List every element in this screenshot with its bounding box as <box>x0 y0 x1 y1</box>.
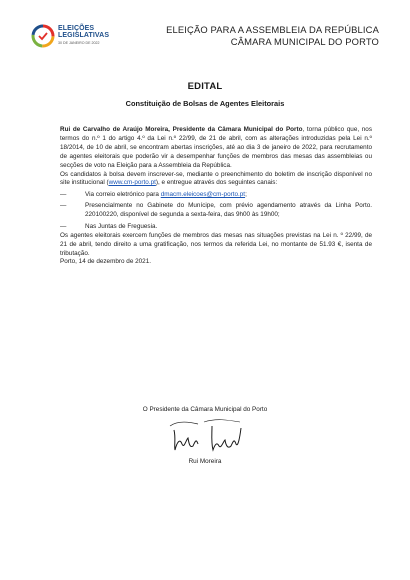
channel-text: Presencialmente no Gabinete do Munícipe, com prévio agendamento através da Linha Porto. 220100220, disponível de segunda a sexta-feira, das 9h00 às 19h00; <box>85 202 372 219</box>
president-name: Rui de Carvalho de Araújo Moreira, Presidente da Câmara Municipal do Porto <box>60 126 303 133</box>
document-subtitle: Constituição de Bolsas de Agentes Eleitorais <box>125 99 285 108</box>
list-item <box>60 202 372 220</box>
email-link[interactable]: dmacm.eleicoes@cm-porto.pt <box>160 190 246 198</box>
channel-text: Nas Juntas de Freguesia. <box>85 222 158 230</box>
list-dash: — <box>60 202 67 210</box>
logo-line-2: LEGISLATIVAS <box>58 32 110 39</box>
application-text-a: Os candidatos à bolsa devem inscrever-se, mediante o preenchimento do boletim de inscrição disponível no site institucional ( <box>60 170 372 187</box>
signatory-role: O Presidente da Câmara Municipal do Porto <box>142 406 268 413</box>
list-item <box>60 223 372 232</box>
application-paragraph <box>60 171 372 189</box>
list-item <box>60 191 372 200</box>
document-title: EDITAL <box>187 81 223 92</box>
website-link[interactable]: www.cm-porto.pt <box>108 179 156 187</box>
intro-text: , torna público que, nos termos do n.º 1 do artigo 4.º da Lei n.º 22/99, de 21 de abril, com as alterações introduzidas pela Lei n.º 18/2014, de 10 de abril, se encontram abertas inscrições, até ao dia 3 de janeiro de 2022, para recrutamento de agentes eleitorais que poderão vir a desempenhar funções de membros das mesas das assembleias ou secções de voto na Eleição para a Assembleia da República. <box>60 126 373 169</box>
document-date: Porto, 14 de dezembro de 2021. <box>60 258 151 266</box>
signatory-name: Rui Moreira <box>188 458 222 465</box>
application-text-b: ), e entregue através dos seguintes canais: <box>155 179 278 187</box>
handwritten-signature <box>168 416 246 456</box>
list-dash: — <box>60 222 67 230</box>
header-municipality: CÂMARA MUNICIPAL DO PORTO <box>230 36 379 47</box>
logo-line-3: 30 DE JANEIRO DE 2022 <box>58 41 100 45</box>
document-body <box>60 126 372 267</box>
list-dash: — <box>60 190 67 198</box>
header-election-title: ELEIÇÃO PARA A ASSEMBLEIA DA REPÚBLICA <box>166 24 379 35</box>
channels-list <box>60 191 372 232</box>
elections-logo <box>31 24 131 50</box>
logo-line-1: ELEIÇÕES <box>58 25 95 32</box>
intro-paragraph <box>60 126 372 171</box>
channel-text-end: ; <box>245 190 247 198</box>
duties-paragraph: Os agentes eleitorais exercem funções de membros das mesas nas situações previstas na Lei n. º 22/99, de 21 de abril, tendo direito a uma gratificação, nos termos da referida Lei, no montante de 51.93 €, isenta de tributação. <box>60 231 372 257</box>
channel-text: Via correio eletrónico para <box>85 190 161 198</box>
header-institution <box>166 24 379 48</box>
elections-logo-icon <box>31 24 55 48</box>
